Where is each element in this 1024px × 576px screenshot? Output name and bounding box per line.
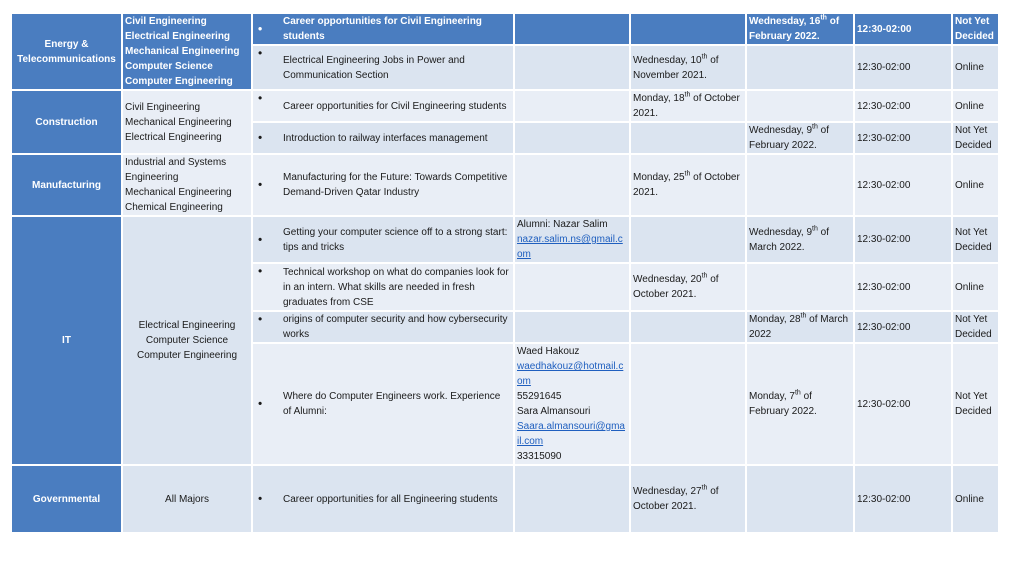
table-row <box>12 466 998 532</box>
event-title: • Manufacturing for the Future: Towards Competitive Demand-Driven Qatar Industry <box>253 155 513 215</box>
time-cell: 12:30-02:00 <box>855 123 951 153</box>
contact-cell <box>515 264 629 310</box>
event-title: • Introduction to railway interfaces management <box>253 123 513 153</box>
event-title: • Getting your computer science off to a strong start: tips and tricks <box>253 217 513 262</box>
date-cell <box>631 123 745 153</box>
mode-cell: Online <box>953 155 998 215</box>
date-cell <box>631 312 745 342</box>
mode-cell: Not Yet Decided <box>953 217 998 262</box>
event-title: • Electrical Engineering Jobs in Power and Communication Section <box>253 46 513 89</box>
time-cell: 12:30-02:00 <box>855 312 951 342</box>
majors-cell <box>123 155 251 215</box>
date-cell: Monday, 28th of March 2022 <box>747 312 853 342</box>
major: Computer Science <box>125 61 213 72</box>
time-cell: 12:30-02:00 <box>855 264 951 310</box>
contact-name: Alumni: Nazar Salim <box>517 219 608 230</box>
major: Electrical Engineering <box>125 131 222 143</box>
career-events-table <box>10 12 1000 534</box>
date-cell <box>747 264 853 310</box>
date-cell <box>747 466 853 532</box>
mode-cell: Not Yet Decided <box>953 123 998 153</box>
contact-name: Sara Almansouri <box>517 406 591 417</box>
time-cell: 12:30-02:00 <box>855 155 951 215</box>
date-cell: Wednesday, 16th of February 2022. <box>747 14 853 44</box>
sector-cell: Construction <box>12 91 121 153</box>
contact-cell <box>515 344 629 464</box>
date-cell: Monday, 7th of February 2022. <box>747 344 853 464</box>
contact-phone: 55291645 <box>517 391 562 402</box>
majors-cell <box>123 91 251 153</box>
contact-cell <box>515 312 629 342</box>
major: Electrical Engineering <box>138 320 236 331</box>
contact-cell <box>515 217 629 262</box>
date-cell: Wednesday, 9th of February 2022. <box>747 123 853 153</box>
sector-cell: IT <box>12 217 121 464</box>
date-cell <box>631 217 745 262</box>
major: Computer Engineering <box>125 76 233 87</box>
table-row <box>12 155 998 215</box>
email-link[interactable]: nazar.salim.ns@gmail.com <box>517 234 623 260</box>
table-row <box>12 14 998 44</box>
contact-phone: 33315090 <box>517 451 562 462</box>
date-cell: Monday, 18th of October 2021. <box>631 91 745 121</box>
sector-cell: Governmental <box>12 466 121 532</box>
date-cell: Wednesday, 20th of October 2021. <box>631 264 745 310</box>
event-title: • Career opportunities for all Engineering students <box>253 466 513 532</box>
time-cell: 12:30-02:00 <box>855 466 951 532</box>
mode-cell: Not Yet Decided <box>953 344 998 464</box>
date-cell: Wednesday, 9th of March 2022. <box>747 217 853 262</box>
contact-name: Waed Hakouz <box>517 346 580 357</box>
mode-cell: Not Yet Decided <box>953 14 998 44</box>
major: Mechanical Engineering <box>125 116 232 128</box>
date-cell <box>631 344 745 464</box>
contact-cell <box>515 46 629 89</box>
event-title: • Where do Computer Engineers work. Experience of Alumni: <box>253 344 513 464</box>
event-title: • Career opportunities for Civil Engineering students <box>253 91 513 121</box>
major: Computer Engineering <box>136 350 238 361</box>
majors-cell <box>123 217 251 464</box>
table-row <box>12 217 998 262</box>
date-cell: Monday, 25th of October 2021. <box>631 155 745 215</box>
mode-cell: Online <box>953 466 998 532</box>
mode-cell: Online <box>953 46 998 89</box>
major: Electrical Engineering <box>125 31 231 42</box>
date-cell <box>747 91 853 121</box>
major: All Majors <box>165 493 209 505</box>
sector-cell: Energy & Telecommunications <box>12 14 121 89</box>
contact-cell <box>515 14 629 44</box>
major: Chemical Engineering <box>125 202 223 213</box>
time-cell: 12:30-02:00 <box>855 344 951 464</box>
majors-cell <box>123 466 251 532</box>
major: Mechanical Engineering <box>125 187 232 198</box>
time-cell: 12:30-02:00 <box>855 46 951 89</box>
email-link[interactable]: waedhakouz@hotmail.com <box>517 361 624 387</box>
major: Computer Science <box>145 335 229 346</box>
date-cell: Wednesday, 27th of October 2021. <box>631 466 745 532</box>
event-title: • Career opportunities for Civil Engineering students <box>253 14 513 44</box>
mode-cell: Not Yet Decided <box>953 312 998 342</box>
sector-cell: Manufacturing <box>12 155 121 215</box>
major: Civil Engineering <box>125 16 207 27</box>
date-cell <box>747 46 853 89</box>
date-cell <box>747 155 853 215</box>
mode-cell: Online <box>953 91 998 121</box>
contact-cell <box>515 155 629 215</box>
event-title: • origins of computer security and how cybersecurity works <box>253 312 513 342</box>
majors-cell <box>123 14 251 89</box>
mode-cell: Online <box>953 264 998 310</box>
date-cell <box>631 14 745 44</box>
time-cell: 12:30-02:00 <box>855 91 951 121</box>
major: Mechanical Engineering <box>125 46 240 57</box>
time-cell: 12:30-02:00 <box>855 217 951 262</box>
contact-cell <box>515 91 629 121</box>
major: Civil Engineering <box>125 101 201 113</box>
major: Industrial and Systems Engineering <box>125 157 227 183</box>
event-title: • Technical workshop on what do companies look for in an intern. What skills are needed in fresh graduates from CSE <box>253 264 513 310</box>
table-row <box>12 91 998 121</box>
time-cell: 12:30-02:00 <box>855 14 951 44</box>
date-cell: Wednesday, 10th of November 2021. <box>631 46 745 89</box>
contact-cell <box>515 123 629 153</box>
contact-cell <box>515 466 629 532</box>
email-link[interactable]: Saara.almansouri@gmail.com <box>517 421 625 447</box>
